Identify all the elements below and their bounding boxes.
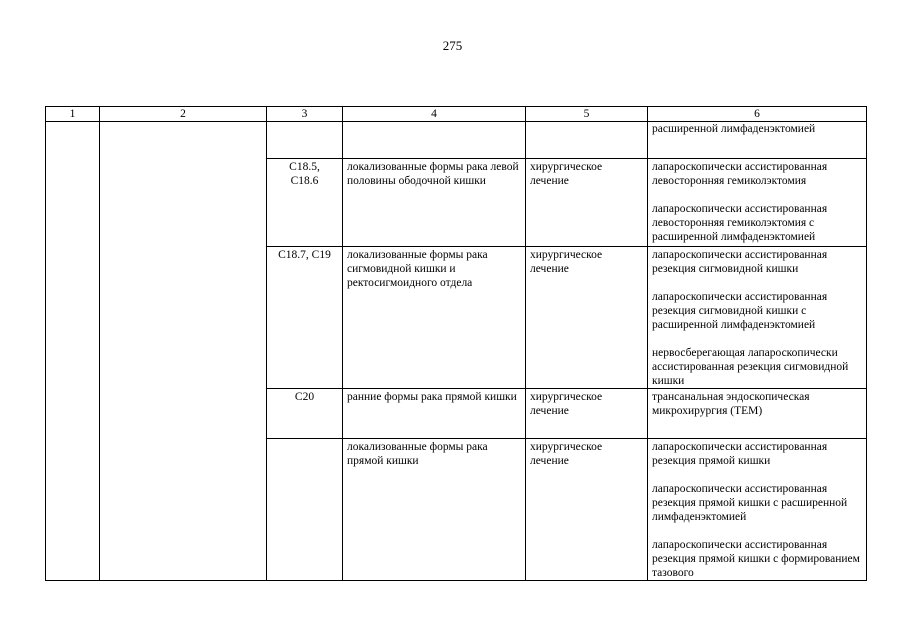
treatment-cell — [526, 389, 648, 439]
method-text: лапароскопически ассистированная резекция прямой кишки с формированием тазового — [652, 539, 860, 579]
condition-cell — [343, 439, 526, 581]
methods-cell — [648, 122, 867, 159]
code-cell — [267, 247, 343, 389]
col2-cell — [100, 122, 267, 581]
page-number: 275 — [442, 38, 463, 53]
method-text: лапароскопически ассистированная резекция сигмовидной кишки с расширенной лимфаденэктомией — [652, 291, 828, 331]
method-text: лапароскопически ассистированная резекция сигмовидной кишки — [652, 249, 828, 275]
code-cell — [267, 159, 343, 247]
column-header-2: 2 — [100, 107, 267, 122]
methods-cell — [648, 247, 867, 389]
condition-cell — [343, 122, 526, 159]
header-row — [46, 107, 867, 122]
column-header-4: 4 — [343, 107, 526, 122]
treatment-cell — [526, 122, 648, 159]
treatment-cell — [526, 159, 648, 247]
condition-cell — [343, 247, 526, 389]
condition-text: ранние формы рака прямой кишки — [347, 391, 517, 403]
method-text: лапароскопически ассистированная левосторонняя гемиколэктомия — [652, 161, 828, 187]
condition-text: локализованные формы рака левой половины ободочной кишки — [347, 161, 519, 187]
code-cell — [267, 122, 343, 159]
table-row — [46, 122, 867, 159]
code-text: C18.7, C19 — [278, 249, 331, 261]
condition-text: локализованные формы рака сигмовидной кишки и ректосигмоидного отдела — [347, 249, 488, 289]
method-text: трансанальная эндоскопическая микрохирургия (ТЕМ) — [652, 391, 810, 417]
method-text: нервосберегающая лапароскопически ассистированная резекция сигмовидной кишки — [652, 347, 849, 387]
condition-cell — [343, 159, 526, 247]
treatment-text: хирургическое лечение — [530, 161, 603, 187]
methods-cell — [648, 389, 867, 439]
code-text: C18.5, C18.6 — [289, 161, 320, 187]
condition-text: локализованные формы рака прямой кишки — [347, 441, 488, 467]
procedures-table — [45, 106, 867, 581]
col1-cell — [46, 122, 100, 581]
method-text: лапароскопически ассистированная резекция прямой кишки — [652, 441, 828, 467]
method-text: лапароскопически ассистированная левосторонняя гемиколэктомия с расширенной лимфаденэктомией — [652, 203, 828, 243]
code-text: C20 — [294, 391, 315, 403]
treatment-text: хирургическое лечение — [530, 249, 603, 275]
column-header-3: 3 — [267, 107, 343, 122]
code-cell — [267, 389, 343, 439]
condition-cell — [343, 389, 526, 439]
code-cell — [267, 439, 343, 581]
treatment-text: хирургическое лечение — [530, 391, 603, 417]
treatment-cell — [526, 247, 648, 389]
column-header-5: 5 — [526, 107, 648, 122]
treatment-cell — [526, 439, 648, 581]
column-header-1: 1 — [46, 107, 100, 122]
methods-cell — [648, 159, 867, 247]
method-text: расширенной лимфаденэктомией — [652, 123, 816, 135]
treatment-text: хирургическое лечение — [530, 441, 603, 467]
methods-cell — [648, 439, 867, 581]
column-header-6: 6 — [648, 107, 867, 122]
method-text: лапароскопически ассистированная резекция прямой кишки с расширенной лимфаденэктомией — [652, 483, 848, 523]
